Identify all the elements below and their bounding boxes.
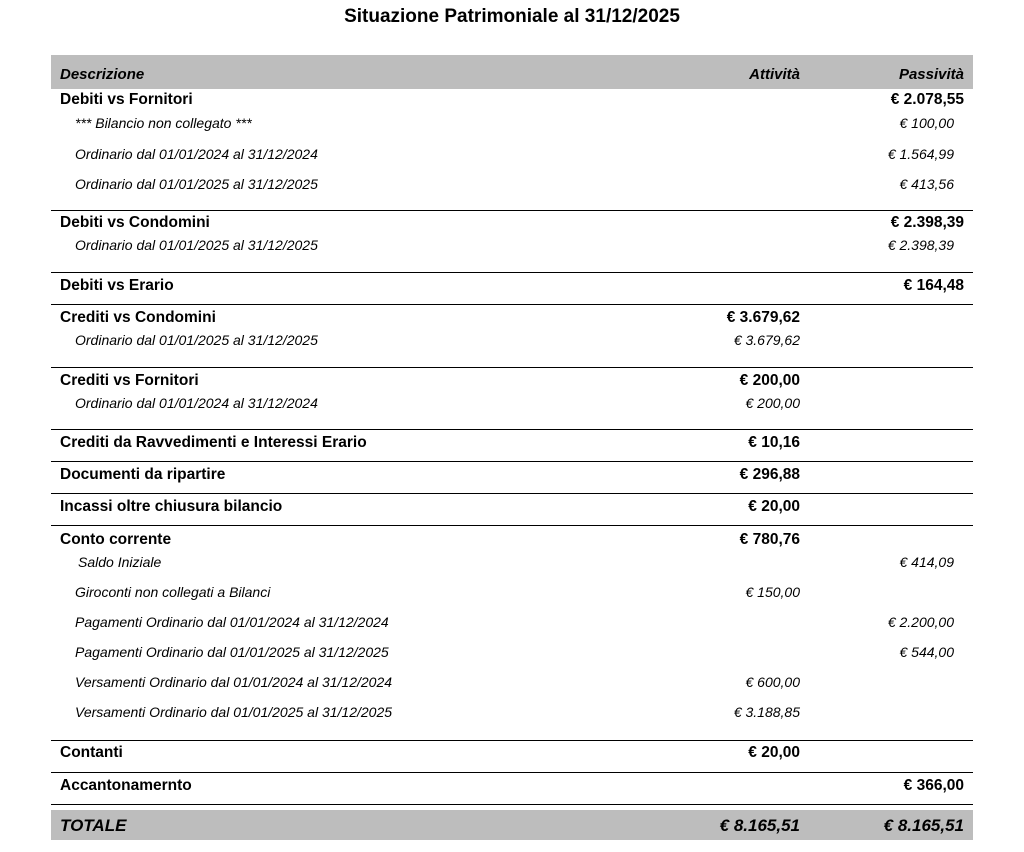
group-header-row — [51, 777, 973, 797]
sub-label: Ordinario dal 01/01/2025 al 31/12/2025 — [75, 176, 318, 192]
row-divider — [51, 804, 973, 805]
total-attivita: € 8.165,51 — [719, 816, 800, 835]
sub-row — [51, 704, 973, 724]
row-divider — [51, 272, 973, 273]
sub-attivita: € 150,00 — [745, 584, 800, 600]
group-header-row — [51, 434, 973, 454]
row-divider — [51, 461, 973, 462]
group-attivita: € 200,00 — [739, 372, 800, 389]
sub-row — [51, 332, 973, 352]
sub-label: Versamenti Ordinario dal 01/01/2024 al 31/12/2024 — [75, 674, 393, 690]
row-divider — [51, 525, 973, 526]
group-label: Crediti vs Condomini — [60, 309, 216, 326]
sub-row — [51, 176, 973, 196]
sub-label: Pagamenti Ordinario dal 01/01/2025 al 31/12/2025 — [75, 644, 389, 660]
sub-row — [51, 237, 973, 257]
group-header-row — [51, 531, 973, 551]
sub-row — [51, 614, 973, 634]
group-label: Crediti da Ravvedimenti e Interessi Erario — [60, 434, 367, 451]
sub-passivita: € 2.200,00 — [887, 614, 954, 630]
group-header-row — [51, 466, 973, 486]
sub-label: Ordinario dal 01/01/2025 al 31/12/2025 — [75, 237, 318, 253]
row-divider — [51, 740, 973, 741]
header-passivita: Passività — [898, 66, 964, 83]
group-label: Debiti vs Erario — [60, 277, 174, 294]
sub-passivita: € 544,00 — [899, 644, 954, 660]
group-attivita: € 296,88 — [739, 466, 800, 483]
sub-row — [51, 146, 973, 166]
group-label: Debiti vs Condomini — [60, 214, 210, 231]
table-header — [51, 55, 973, 89]
page-title: Situazione Patrimoniale al 31/12/2025 — [344, 6, 680, 27]
sub-label: Ordinario dal 01/01/2025 al 31/12/2025 — [75, 332, 318, 348]
sub-label: Pagamenti Ordinario dal 01/01/2024 al 31/12/2024 — [75, 614, 389, 630]
total-label: TOTALE — [60, 816, 127, 835]
sub-label: Saldo Iniziale — [78, 554, 162, 570]
sub-row — [51, 115, 973, 135]
group-header-row — [51, 498, 973, 518]
total-passivita: € 8.165,51 — [883, 816, 964, 835]
group-label: Accantonamernto — [60, 777, 192, 794]
group-passivita: € 2.398,39 — [890, 214, 964, 231]
row-divider — [51, 304, 973, 305]
sub-row — [51, 554, 973, 574]
group-label: Documenti da ripartire — [60, 466, 226, 483]
sub-row — [51, 395, 973, 415]
group-header-row — [51, 277, 973, 297]
row-divider — [51, 367, 973, 368]
row-divider — [51, 493, 973, 494]
group-label: Incassi oltre chiusura bilancio — [60, 498, 283, 515]
group-header-row — [51, 372, 973, 392]
sub-passivita: € 413,56 — [899, 176, 954, 192]
row-divider — [51, 429, 973, 430]
group-label: Contanti — [60, 744, 123, 761]
group-attivita: € 3.679,62 — [726, 309, 800, 326]
row-divider — [51, 772, 973, 773]
sub-label: Giroconti non collegati a Bilanci — [75, 584, 271, 600]
group-label: Conto corrente — [60, 531, 172, 548]
group-attivita: € 10,16 — [748, 434, 800, 451]
group-header-row — [51, 744, 973, 764]
group-attivita: € 20,00 — [748, 498, 800, 515]
group-header-row — [51, 214, 973, 234]
sub-label: *** Bilancio non collegato *** — [75, 115, 252, 131]
sub-label: Versamenti Ordinario dal 01/01/2025 al 31/12/2025 — [75, 704, 393, 720]
group-header-row — [51, 309, 973, 329]
sub-row — [51, 674, 973, 694]
total-row — [51, 810, 973, 840]
group-label: Debiti vs Fornitori — [60, 91, 193, 108]
sub-row — [51, 584, 973, 604]
group-attivita: € 20,00 — [748, 744, 800, 761]
row-divider — [51, 210, 973, 211]
sub-label: Ordinario dal 01/01/2024 al 31/12/2024 — [75, 146, 318, 162]
group-attivita: € 780,76 — [739, 531, 800, 548]
header-attivita: Attività — [749, 66, 800, 83]
sub-row — [51, 644, 973, 664]
group-passivita: € 2.078,55 — [890, 91, 964, 108]
group-passivita: € 164,48 — [903, 277, 964, 294]
header-descrizione: Descrizione — [60, 66, 145, 83]
sub-passivita: € 1.564,99 — [887, 146, 954, 162]
group-passivita: € 366,00 — [903, 777, 964, 794]
group-label: Crediti vs Fornitori — [60, 372, 199, 389]
sub-label: Ordinario dal 01/01/2024 al 31/12/2024 — [75, 395, 318, 411]
sub-attivita: € 3.679,62 — [733, 332, 800, 348]
sub-attivita: € 3.188,85 — [733, 704, 800, 720]
sub-passivita: € 100,00 — [899, 115, 954, 131]
sub-passivita: € 414,09 — [899, 554, 954, 570]
group-header-row — [51, 91, 973, 111]
sub-passivita: € 2.398,39 — [887, 237, 954, 253]
sub-attivita: € 200,00 — [745, 395, 800, 411]
sub-attivita: € 600,00 — [745, 674, 800, 690]
